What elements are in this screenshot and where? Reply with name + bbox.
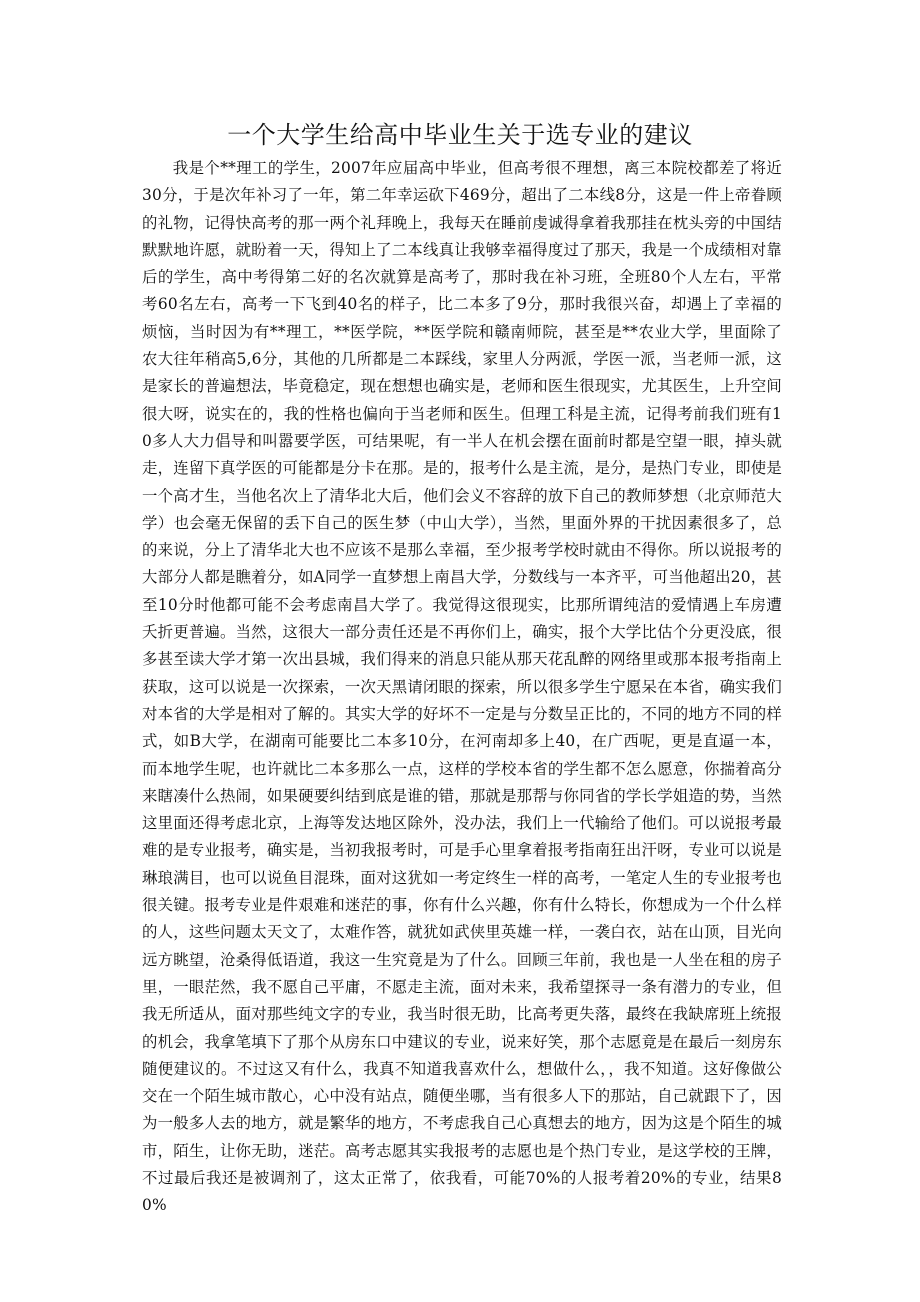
body-paragraph: 我是个**理工的学生，2007年应届高中毕业，但高考很不理想，离三本院校都差了将近30分，于是次年补习了一年，第二年幸运砍下469分，超出了二本线8分，这是一件上帝眷顾的礼物，记得快高考的那一两个礼拜晚上，我每天在睡前虔诚得拿着我那挂在枕头旁的中国结默默地许愿，就盼着一天，得知上了二本线真让我够幸福得度过了那天，我是一个成绩相对靠后的学生，高中考得第二好的名次就算是高考了，那时我在补习班，全班80个人左右，平常考60名左右，高考一下飞到40名的样子，比二本多了9分，那时我很兴奋，却遇上了幸福的烦恼，当时因为有**理工，**医学院，**医学院和赣南师院，甚至是**农业大学，里面除了农大往年稍高5,6分，其他的几所都是二本踩线，家里人分两派，学医一派，当老师一派，这是家长的普遍想法，毕竟稳定，现在想想也确实是，老师和医生很现实，尤其医生，上升空间很大呀，说实在的，我的性格也偏向于当老师和医生。但理工科是主流，记得考前我们班有10多人大力倡导和叫嚣要学医，可结果呢，有一半人在机会摆在面前时都是空望一眼，掉头就走，连留下真学医的可能都是分卡在那。是的，报考什么是主流，是分，是热门专业，即使是一个高才生，当他名次上了清华北大后，他们会义不容辞的放下自己的教师梦想（北京师范大学）也会毫无保留的丢下自己的医生梦（中山大学），当然，里面外界的干扰因素很多了，总的来说，分上了清华北大也不应该不是那么幸福，至少报考学校时就由不得你。所以说报考的大部分人都是瞧着分，如A同学一直梦想上南昌大学，分数线与一本齐平，可当他超出20，甚至10分时他都可能不会考虑南昌大学了。我觉得这很现实，比那所谓纯洁的爱情遇上车房遭夭折更普遍。当然，这很大一部分责任还是不再你们上，确实，报个大学比估个分更没底，很多甚至读大学才第一次出县城，我们得来的消息只能从那天花乱醉的网络里或那本报考指南上获取，这可以说是一次探索，一次天黑请闭眼的探索，所以很多学生宁愿呆在本省，确实我们对本省的大学是相对了解的。其实大学的好坏不一定是与分数呈正比的，不同的地方不同的样式，如B大学，在湖南可能要比二本多10分，在河南却多上40，在广西呢，更是直逼一本，而本地学生呢，也许就比二本多那么一点，这样的学校本省的学生都不怎么愿意，你揣着高分来瞎凑什么热闹，如果硬要纠结到底是谁的错，那就是那帮与你同省的学长学姐造的势，当然这里面还得考虑北京，上海等发达地区除外，没办法，我们上一代输给了他们。可以说报考最难的是专业报考，确实是，当初我报考时，可是手心里拿着报考指南狂出汗呀，专业可以说是琳琅满目，也可以说鱼目混珠，面对这犹如一考定终生一样的高考，一笔定人生的专业报考也很关键。报考专业是件艰难和迷茫的事，你有什么兴趣，你有什么特长，你想成为一个什么样的人，这些问题太天文了，太难作答，就犹如武侠里英雄一样，一袭白衣，站在山顶，目光向远方眺望，沧桑得低语道，我这一生究竟是为了什么。回顾三年前，我也是一人坐在租的房子里，一眼茫然，我不愿自己平庸，不愿走主流，面对未来，我希望探寻一条有潜力的专业，但我无所适从，面对那些纯文字的专业，我当时很无助，比高考更失落，最终在我缺席班上统报的机会，我拿笔填下了那个从房东口中建议的专业，说来好笑，那个志愿竟是在最后一刻房东随便建议的。不过这又有什么，我真不知道我喜欢什么，想做什么，，我不知道。这好像做公交在一个陌生城市散心，心中没有站点，随便坐哪，当有很多人下的那站，自己就跟下了，因为一般多人去的地方，就是繁华的地方，不考虑我自己心真想去的地方，因为这是个陌生的城市，陌生，让你无助，迷茫。高考志愿其实我报考的志愿也是个热门专业，是这学校的王牌，不过最后我还是被调剂了，这太正常了，依我看，可能70%的人报考着20%的专业，结果80% <box>142 159 782 1215</box>
page-title: 一个大学生给高中毕业生关于选专业的建议 <box>227 121 693 149</box>
